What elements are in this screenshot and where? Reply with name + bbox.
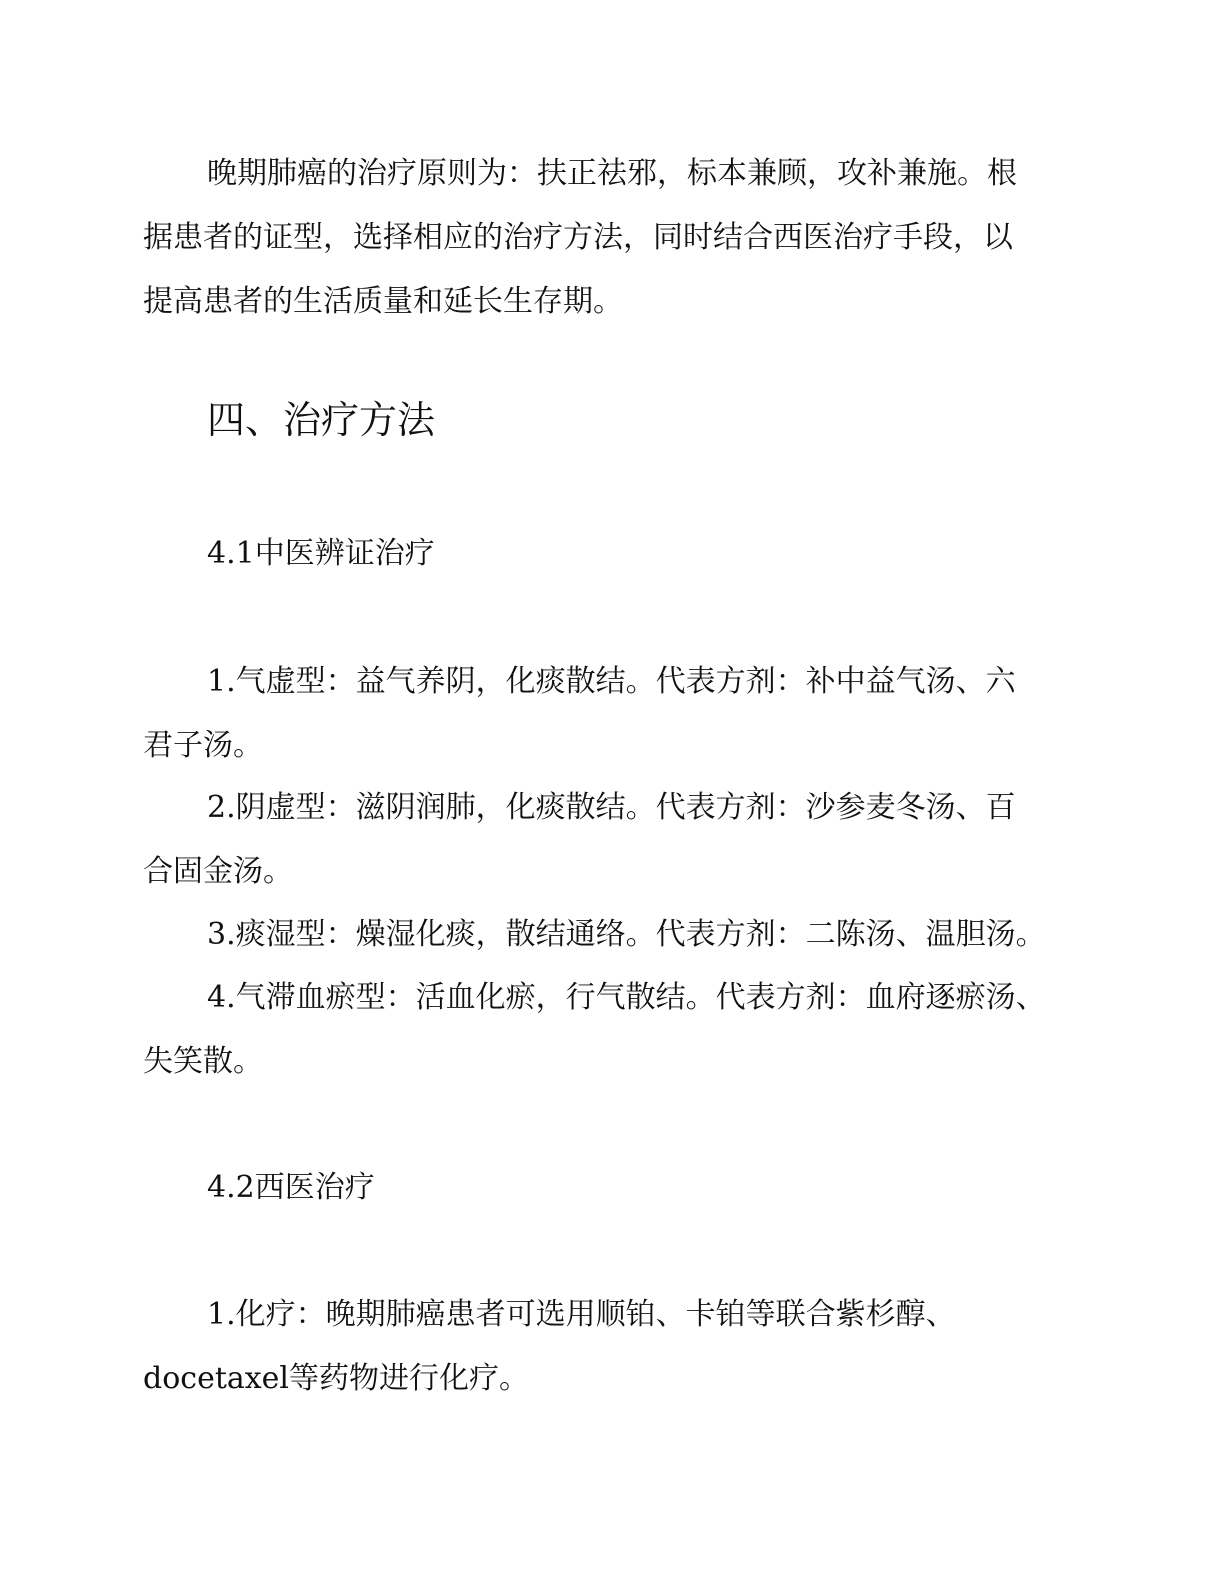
tcm-item-3-line-1: 3.痰湿型：燥湿化痰，散结通络。代表方剂：二陈汤、温胆汤。: [207, 917, 1046, 952]
intro-line-2: 据患者的证型，选择相应的治疗方法，同时结合西医治疗手段，以: [143, 220, 1013, 255]
tcm-item-4: [143, 966, 1093, 1094]
section-heading: 四、治疗方法: [207, 398, 436, 442]
western-item-1-line-2: docetaxel等药物进行化疗。: [143, 1361, 530, 1396]
tcm-item-1: [143, 650, 1093, 778]
tcm-item-3: [143, 903, 1093, 967]
tcm-item-2-line-2: 合固金汤。: [143, 854, 293, 889]
tcm-heading: 4.1中医辨证治疗: [207, 536, 435, 571]
tcm-item-2: [143, 776, 1093, 904]
intro-line-1: 晚期肺癌的治疗原则为：扶正祛邪，标本兼顾，攻补兼施。根: [207, 156, 1017, 191]
intro-paragraph: [143, 142, 1093, 334]
western-item-1-line-1: 1.化疗：晚期肺癌患者可选用顺铂、卡铂等联合紫杉醇、: [207, 1297, 956, 1332]
western-heading: 4.2西医治疗: [207, 1170, 375, 1205]
intro-line-3: 提高患者的生活质量和延长生存期。: [143, 284, 623, 319]
tcm-item-2-line-1: 2.阴虚型：滋阴润肺，化痰散结。代表方剂：沙参麦冬汤、百: [207, 790, 1016, 825]
tcm-item-1-line-1: 1.气虚型：益气养阴，化痰散结。代表方剂：补中益气汤、六: [207, 664, 1016, 699]
western-item-1: [143, 1283, 1093, 1411]
tcm-item-1-line-2: 君子汤。: [143, 728, 263, 763]
tcm-item-4-line-2: 失笑散。: [143, 1044, 263, 1079]
tcm-item-4-line-1: 4.气滞血瘀型：活血化瘀，行气散结。代表方剂：血府逐瘀汤、: [207, 980, 1046, 1015]
